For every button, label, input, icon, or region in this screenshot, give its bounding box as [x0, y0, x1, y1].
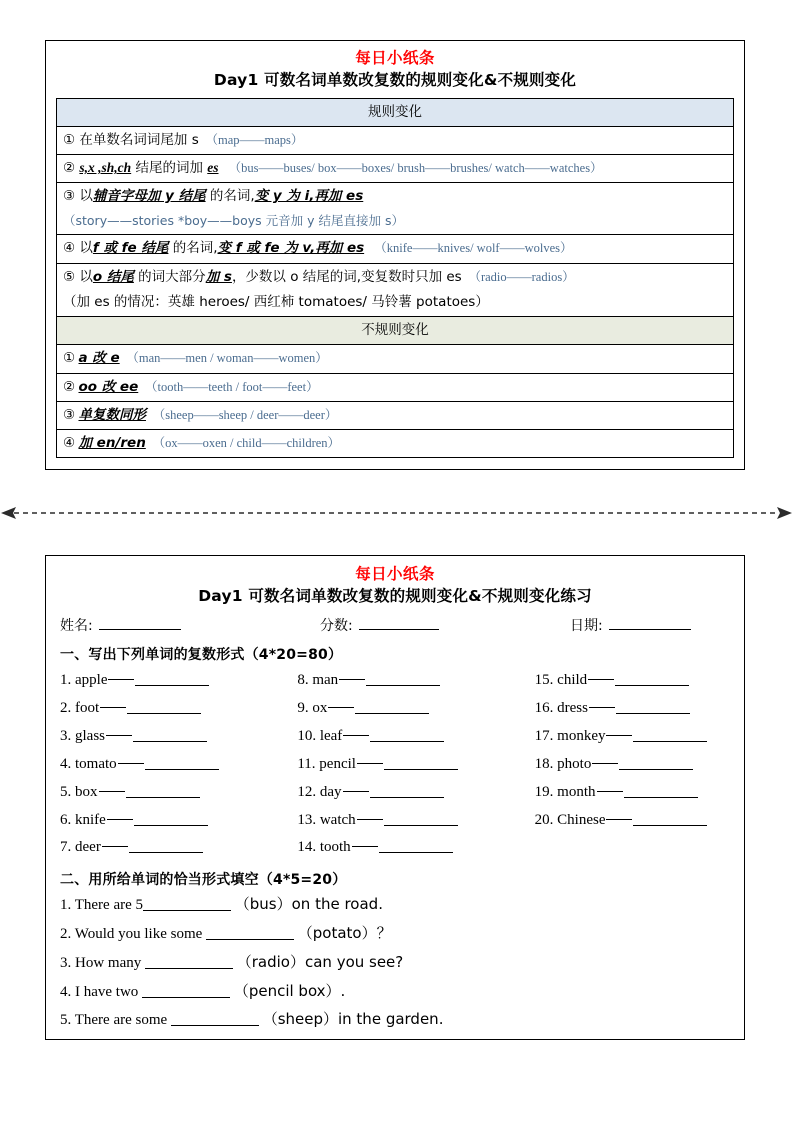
rule-cell-2 — [57, 155, 734, 183]
table-row — [57, 345, 734, 373]
rule-number: ④ — [63, 240, 76, 257]
table-row-regular-header — [57, 98, 734, 126]
rule-example: （sheep——sheep / deer——deer） — [152, 407, 338, 422]
rule-number: ② — [63, 378, 76, 395]
rule-text: 在单数名词词尾加 s — [75, 131, 199, 148]
table-row — [57, 183, 734, 235]
table-row — [57, 235, 734, 263]
word-list-grid — [60, 667, 730, 862]
list-item[interactable] — [297, 807, 534, 835]
item-word: glass — [75, 727, 105, 744]
rule-text-post: 的名词, — [168, 240, 218, 257]
answer-blank[interactable] — [143, 895, 231, 911]
word-column-2 — [297, 667, 534, 862]
date-field-group[interactable] — [570, 615, 691, 637]
arrow-dash — [106, 735, 132, 736]
sheet1-subtitle: Day1 可数名词单数改复数的规则变化&不规则变化 — [213, 71, 577, 90]
rule-cell-3 — [57, 183, 734, 235]
name-field-group[interactable] — [60, 615, 320, 637]
item-word: foot — [75, 700, 100, 716]
list-item[interactable] — [60, 807, 297, 835]
item-word: tomato — [75, 755, 117, 772]
fill-item[interactable] — [60, 978, 730, 1007]
item-number: 4. — [60, 755, 72, 772]
list-item[interactable] — [60, 695, 297, 723]
rule-cell-4 — [57, 235, 734, 263]
sentence-after: （radio）can you see? — [236, 952, 404, 971]
list-item[interactable] — [535, 695, 730, 723]
section-2-heading: 二、用所给单词的恰当形式填空（4*5=20） — [60, 872, 347, 889]
list-item[interactable] — [297, 779, 534, 807]
sheet1-red-title: 每日小纸条 — [355, 49, 435, 67]
score-label: 分数: — [320, 617, 353, 634]
list-item[interactable] — [297, 751, 534, 779]
list-item[interactable] — [535, 807, 730, 835]
sentence-before: I have two — [75, 983, 143, 1000]
rule-text-mid: 的词大部分 — [133, 268, 206, 285]
score-input[interactable] — [359, 615, 439, 629]
answer-blank[interactable] — [370, 782, 444, 798]
item-number: 1. — [60, 897, 72, 914]
arrow-dash — [107, 819, 133, 820]
word-column-1 — [60, 667, 297, 862]
rule-keyword: f 或 fe 结尾 — [92, 240, 169, 257]
date-input[interactable] — [609, 615, 691, 629]
list-item[interactable] — [60, 834, 297, 862]
item-number: 9. — [297, 700, 309, 716]
name-label: 姓名: — [60, 617, 93, 634]
arrow-dash — [357, 819, 383, 820]
list-item[interactable] — [297, 834, 534, 862]
rule-keyword: oo 改 ee — [78, 378, 139, 395]
arrow-dash — [339, 679, 365, 680]
item-word: pencil — [319, 755, 356, 772]
rule-text-post: 结尾的词加 — [131, 160, 208, 177]
rule-keyword: a 改 e — [78, 350, 120, 367]
table-row — [57, 263, 734, 317]
list-item[interactable] — [60, 779, 297, 807]
rule-keyword: 辅音字母加 y 结尾 — [92, 188, 206, 205]
table-row — [57, 373, 734, 401]
rule-example: （radio——radios） — [468, 269, 575, 284]
date-label: 日期: — [570, 617, 603, 634]
rule-text-pre: 以 — [75, 188, 93, 205]
item-number: 14. — [297, 839, 317, 856]
answer-blank[interactable] — [355, 698, 429, 714]
rule-keyword-2: 变 f 或 fe 为 v,再加 es — [217, 240, 365, 257]
arrow-dash — [589, 707, 615, 708]
item-word: child — [557, 672, 588, 689]
sheet2-red-title: 每日小纸条 — [355, 565, 435, 583]
list-item[interactable] — [60, 667, 297, 695]
rule-keyword-2: 变 y 为 i,再加 es — [254, 188, 364, 205]
item-word: tooth — [319, 839, 351, 856]
item-number: 16. — [534, 700, 554, 716]
sentence-before: There are 5 — [74, 897, 144, 914]
arrow-dash — [606, 735, 632, 736]
rule-number: ② — [63, 160, 76, 177]
answer-blank[interactable] — [135, 670, 209, 686]
rule-number: ③ — [63, 188, 76, 205]
item-word: apple — [75, 672, 108, 689]
answer-blank[interactable] — [206, 924, 294, 940]
item-word: Chinese — [557, 811, 606, 828]
table-row — [57, 401, 734, 429]
student-meta-row — [60, 615, 730, 637]
table-row-irregular-header — [57, 317, 734, 345]
fill-item[interactable] — [60, 920, 730, 949]
item-number: 15. — [534, 672, 554, 689]
arrow-dash — [343, 791, 369, 792]
score-field-group[interactable] — [320, 615, 570, 637]
rules-table — [56, 98, 734, 459]
fill-in-blank-list — [60, 891, 730, 1035]
answer-blank[interactable] — [145, 754, 219, 770]
answer-blank[interactable] — [134, 810, 208, 826]
irregular-cell-3 — [57, 401, 734, 429]
arrow-dash — [588, 679, 614, 680]
sentence-before: There are some — [74, 1012, 171, 1029]
rule-example: （ox——oxen / child——children） — [152, 436, 341, 451]
rule-cell-1 — [57, 126, 734, 154]
table-row — [57, 126, 734, 154]
item-number: 20. — [534, 811, 554, 828]
rule-text-pre: 以 — [75, 240, 93, 257]
item-word: knife — [75, 811, 106, 828]
rule-text-post: 的名词, — [205, 188, 255, 205]
irregular-cell-2 — [57, 373, 734, 401]
list-item[interactable] — [297, 695, 534, 723]
arrow-dash — [108, 679, 134, 680]
arrow-dash — [592, 763, 618, 764]
answer-blank[interactable] — [133, 726, 207, 742]
item-number: 11. — [297, 755, 316, 772]
item-number: 12. — [297, 783, 317, 800]
answer-blank[interactable] — [615, 670, 689, 686]
list-item[interactable] — [60, 751, 297, 779]
sheet2-subtitle: Day1 可数名词单数改复数的规则变化&不规则变化练习 — [198, 587, 592, 606]
arrow-dash — [597, 791, 623, 792]
item-number: 2. — [60, 700, 72, 716]
sentence-after: （pencil box）. — [233, 981, 346, 1000]
answer-blank[interactable] — [384, 754, 458, 770]
answer-blank[interactable] — [127, 698, 201, 714]
answer-blank[interactable] — [366, 670, 440, 686]
item-number: 18. — [534, 755, 554, 772]
rule-example: （bus——buses/ box——boxes/ brush——brushes/ watch——watches） — [228, 161, 603, 176]
arrow-dash — [99, 791, 125, 792]
item-word: day — [319, 783, 342, 800]
item-number: 10. — [297, 727, 317, 744]
sentence-before: Would you like some — [74, 926, 207, 943]
list-item[interactable] — [297, 723, 534, 751]
item-number: 7. — [60, 839, 72, 856]
item-number: 1. — [60, 672, 72, 689]
arrow-dash — [102, 846, 128, 847]
irregular-section-header: 不规则变化 — [57, 317, 734, 345]
rule-keyword: 单复数同形 — [78, 406, 146, 423]
rule-example: （map——maps） — [205, 132, 304, 147]
sentence-before: How many — [75, 954, 145, 971]
name-input[interactable] — [99, 615, 181, 629]
rule-number: ④ — [63, 435, 76, 452]
rule-keyword: 加 en/ren — [78, 435, 146, 452]
item-number: 13. — [297, 811, 317, 828]
fill-item[interactable] — [60, 1006, 730, 1035]
item-number: 3. — [60, 954, 72, 971]
item-word: leaf — [319, 727, 343, 744]
answer-blank[interactable] — [129, 837, 203, 853]
list-item[interactable] — [535, 723, 730, 751]
answer-blank[interactable] — [633, 810, 707, 826]
item-word: box — [75, 783, 98, 800]
item-word: month — [557, 783, 596, 800]
word-column-3 — [535, 667, 730, 862]
table-row — [57, 430, 734, 458]
answer-blank[interactable] — [145, 953, 233, 969]
rule-example: （tooth——teeth / foot——feet） — [145, 379, 319, 394]
section-1-heading: 一、写出下列单词的复数形式（4*20=80） — [60, 647, 343, 664]
item-number: 5. — [60, 1012, 72, 1029]
answer-blank[interactable] — [379, 837, 453, 853]
sentence-after: （bus）on the road. — [234, 895, 383, 914]
list-item[interactable] — [535, 751, 730, 779]
arrow-dash — [100, 707, 126, 708]
fill-item[interactable] — [60, 949, 730, 978]
fill-item[interactable] — [60, 891, 730, 920]
table-row — [57, 155, 734, 183]
practice-note-card — [45, 555, 745, 1040]
item-number: 19. — [534, 783, 554, 800]
list-item[interactable] — [60, 723, 297, 751]
regular-section-header: 规则变化 — [57, 98, 734, 126]
item-word: monkey — [557, 727, 606, 744]
list-item[interactable] — [535, 667, 730, 695]
answer-blank[interactable] — [616, 698, 690, 714]
answer-blank[interactable] — [633, 726, 707, 742]
rule-text-pre: 以 — [75, 268, 93, 285]
answer-blank[interactable] — [142, 982, 230, 998]
answer-blank[interactable] — [384, 810, 458, 826]
rule-text-post: ，少数以 o 结尾的词,变复数时只加 es — [231, 268, 462, 285]
rule-keyword: s,x ,sh,ch — [79, 160, 132, 176]
sentence-after: （potato）？ — [297, 924, 392, 943]
arrow-dash — [118, 763, 144, 764]
rule-number: ① — [63, 350, 76, 367]
rule-example: （knife——knives/ wolf——wolves） — [374, 241, 573, 256]
answer-blank[interactable] — [171, 1010, 259, 1026]
rule-number: ① — [63, 131, 76, 148]
list-item[interactable] — [535, 779, 730, 807]
answer-blank[interactable] — [619, 754, 693, 770]
item-word: watch — [319, 811, 356, 828]
item-number: 4. — [60, 983, 72, 1000]
answer-blank[interactable] — [624, 782, 698, 798]
irregular-cell-1 — [57, 345, 734, 373]
rule-cell-5 — [57, 263, 734, 317]
list-item[interactable] — [297, 667, 534, 695]
item-word: deer — [75, 839, 101, 856]
rule-subnote: （加 es 的情况：英雄 heroes/ 西红柿 tomatoes/ 马铃薯 potatoes） — [63, 293, 489, 310]
rule-subnote: （story——stories *boy——boys 元音加 y 结尾直接加 s） — [63, 212, 404, 228]
rule-keyword-2: es — [207, 160, 219, 176]
irregular-cell-4 — [57, 430, 734, 458]
item-number: 8. — [297, 672, 309, 689]
answer-blank[interactable] — [370, 726, 444, 742]
arrow-dash — [357, 763, 383, 764]
sentence-after: （sheep）in the garden. — [262, 1010, 444, 1029]
item-word: photo — [557, 755, 592, 772]
item-number: 2. — [60, 926, 72, 943]
rule-keyword-2: 加 s — [205, 268, 232, 285]
item-number: 5. — [60, 783, 72, 800]
arrow-dash — [343, 735, 369, 736]
item-number: 17. — [534, 727, 554, 744]
item-word: man — [312, 672, 339, 689]
rule-number: ③ — [63, 406, 76, 423]
arrow-dash — [606, 819, 632, 820]
arrow-dash — [328, 707, 354, 708]
item-word: ox — [312, 700, 328, 716]
item-number: 6. — [60, 811, 72, 828]
answer-blank[interactable] — [126, 782, 200, 798]
arrow-dash — [352, 846, 378, 847]
item-number: 3. — [60, 727, 72, 744]
item-word: dress — [557, 700, 588, 716]
cut-line-double-arrow-icon — [0, 503, 793, 523]
rule-number: ⑤ — [63, 268, 76, 285]
rule-keyword: o 结尾 — [92, 268, 134, 285]
rules-note-card — [45, 40, 745, 470]
rule-example: （man——men / woman——women） — [126, 351, 328, 366]
